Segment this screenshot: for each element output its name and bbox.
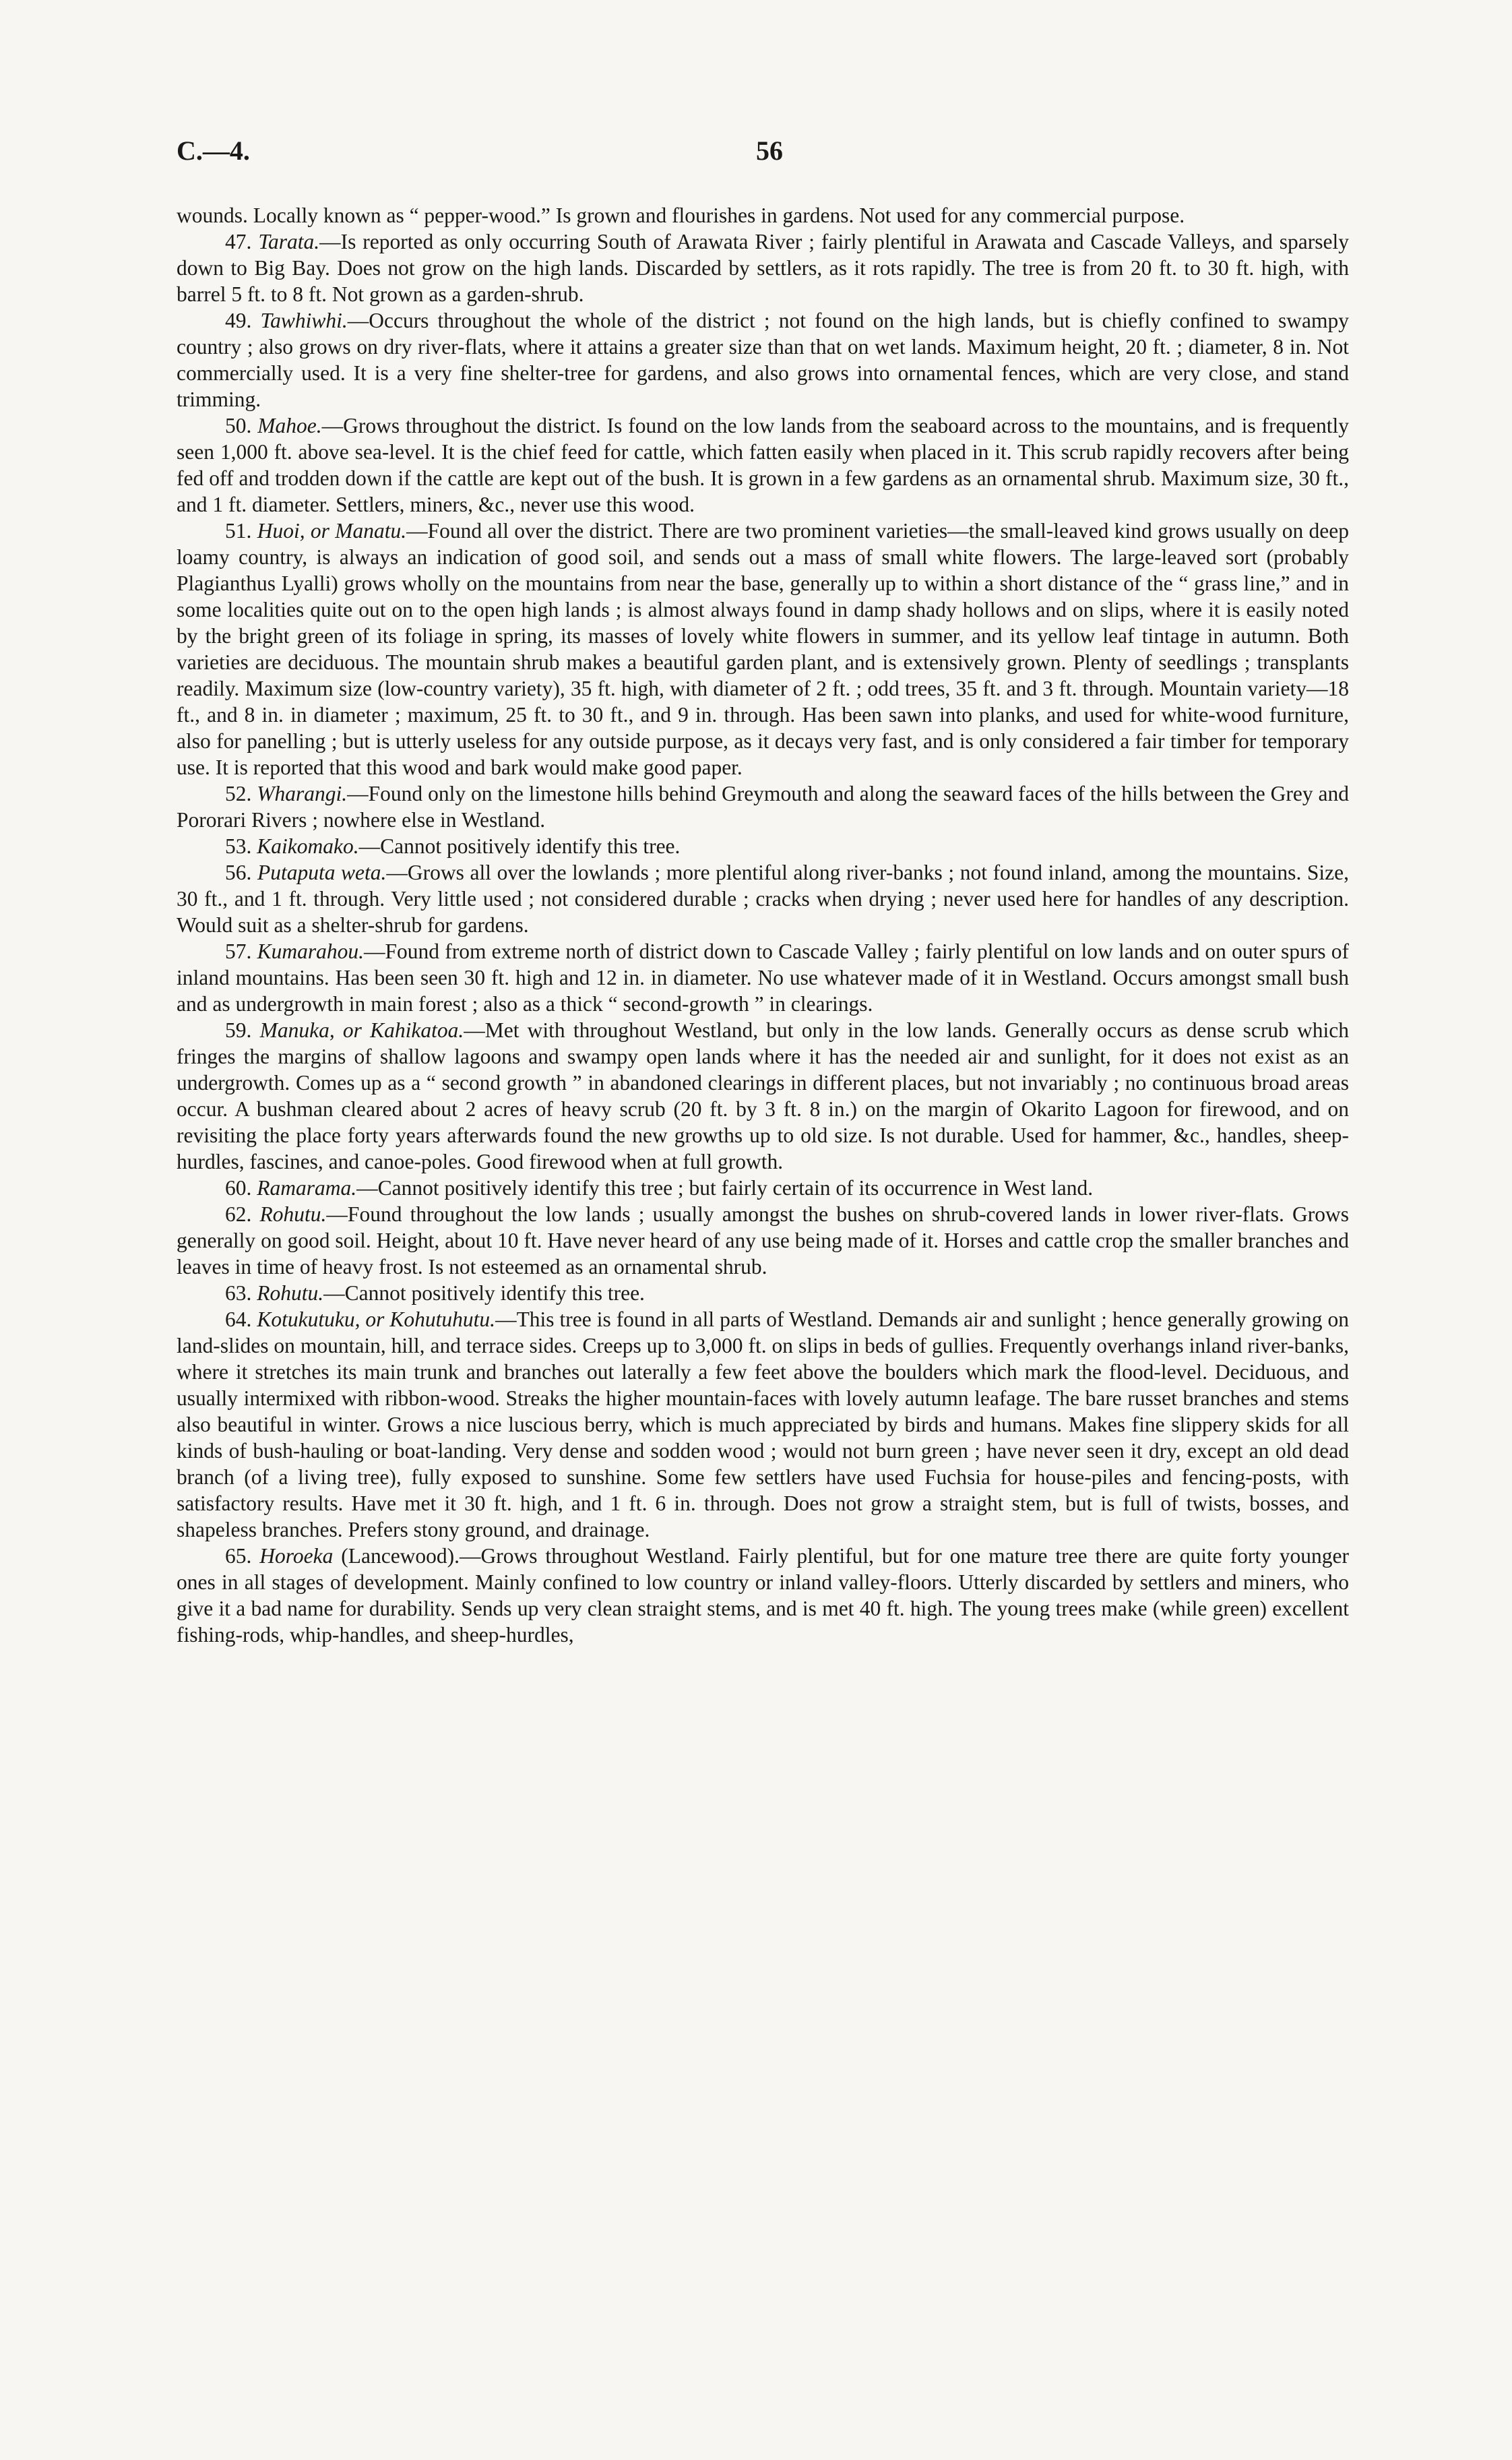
entry-50: [177, 412, 1349, 518]
entry-text: —Occurs throughout the whole of the district ; not found on the high lands, but is chiefly confined to swampy country ; also grows on dry river-flats, where it attains a greater size than that on wet lands. Maximum height, 20 ft. ; diameter, 8 in. Not commercially used. It is a very fine shelter-tree for gardens, and also grows into ornamental fences, which are very close, and stand trimming.: [177, 309, 1349, 411]
tree-name: Rohutu.: [259, 1202, 327, 1226]
entry-62: [177, 1201, 1349, 1280]
entry-text: —Is reported as only occurring South of Arawata River ; fairly plentiful in Arawata and Cascade Valleys, and sparsely down to Big Bay. Does not grow on the high lands. Discarded by settlers, as it rots rapidly. The tree is from 20 ft. to 30 ft. high, with barrel 5 ft. to 8 ft. Not grown as a garden-shrub.: [177, 230, 1349, 306]
entry-49: [177, 307, 1349, 412]
entry-text: —Cannot positively identify this tree.: [323, 1281, 645, 1305]
entry-number: 57.: [225, 940, 252, 963]
entry-text: —This tree is found in all parts of Westland. Demands air and sunlight ; hence generally growing on land-slides on mountain, hill, and terrace sides. Creeps up to 3,000 ft. on slips in beds of gullies. Frequently overhangs inland river-banks, where it stretches its main trunk and branches out laterally a few feet above the boulders which mark the flood-level. Deciduous, and usually intermixed with ribbon-wood. Streaks the higher mountain-faces with lovely autumn leafage. The bare russet branches and stems also beautiful in winter. Grows a nice luscious berry, which is much appreciated by birds and humans. Makes fine slippery skids for all kinds of bush-hauling or boat-landing. Very dense and sodden wood ; would not burn green ; have never seen it dry, except an old dead branch (of a living tree), fully exposed to sunshine. Some few settlers have used Fuchsia for house-piles and fencing-posts, with satisfactory results. Have met it 30 ft. high, and 1 ft. 6 in. through. Does not grow a straight stem, but is full of twists, bosses, and shapeless branches. Prefers stony ground, and drainage.: [177, 1308, 1350, 1541]
entry-64: [177, 1306, 1349, 1543]
entry-text: —Met with throughout Westland, but only in the low lands. Generally occurs as dense scrub which fringes the margins of shallow lagoons and swampy open lands where it has the needed air and sunlight, for it does not exist as an undergrowth. Comes up as a “ second growth ” in abandoned clearings in different places, but not invariably ; no continuous broad areas occur. A bushman cleared about 2 acres of heavy scrub (20 ft. by 3 ft. 8 in.) on the margin of Okarito Lagoon for firewood, and on revisiting the place forty years afterwards found the new growths up to old size. Is not durable. Used for hammer, &c., handles, sheep-hurdles, fascines, and canoe-poles. Good firewood when at full growth.: [177, 1018, 1349, 1173]
entry-number: 52.: [225, 782, 252, 805]
entry-52: [177, 780, 1349, 833]
tree-name: Kumarahou.: [257, 940, 364, 963]
entry-number: 50.: [225, 414, 252, 437]
entry-63: [177, 1280, 1349, 1306]
entry-text: —Found all over the district. There are two prominent varieties—the small-leaved kind grows usually on deep loamy country, is always an indication of good soil, and sends out a mass of small white flowers. The large-leaved sort (probably Plagianthus Lyalli) grows wholly on the mountains from near the base, generally up to within a short distance of the “ grass line,” and in some localities quite out on to the open high lands ; is almost always found in damp shady hollows and on slips, where it is easily noted by the bright green of its foliage in spring, its masses of lovely white flowers in summer, and its yellow leaf tintage in autumn. Both varieties are deciduous. The mountain shrub makes a beautiful garden plant, and is extensively grown. Plenty of seedlings ; transplants readily. Maximum size (low-country variety), 35 ft. high, with diameter of 2 ft. ; odd trees, 35 ft. and 3 ft. through. Mountain variety—18 ft., and 8 in. in diameter ; maximum, 25 ft. to 30 ft., and 9 in. through. Has been sawn into planks, and used for white-wood furniture, also for panelling ; but is utterly useless for any outside purpose, as it decays very fast, and is only considered a fair timber for temporary use. It is reported that this wood and bark would make good paper.: [177, 519, 1350, 779]
paragraph: [177, 202, 1349, 228]
tree-name: Rohutu.: [257, 1281, 324, 1305]
entry-text: —Grows all over the lowlands ; more plentiful along river-banks ; not found inland, among the mountains. Size, 30 ft., and 1 ft. through. Very little used ; not considered durable ; cracks when drying ; never used here for handles of any description. Would suit as a shelter-shrub for gardens.: [177, 861, 1350, 937]
page-number: 56: [756, 135, 783, 166]
entry-text: —Found from extreme north of district down to Cascade Valley ; fairly plentiful on low lands and on outer spurs of inland mountains. Has been seen 30 ft. high and 12 in. in diameter. No use whatever made of it in Westland. Occurs amongst small bush and as undergrowth in main forest ; also as a thick “ second-growth ” in clearings.: [177, 940, 1349, 1016]
entry-number: 64.: [225, 1308, 252, 1331]
tree-name: Wharangi.: [257, 782, 348, 805]
entry-65: [177, 1543, 1349, 1648]
entry-60: [177, 1175, 1349, 1201]
paragraph-text: wounds. Locally known as “ pepper-wood.” Is grown and flourishes in gardens. Not used for any commercial purpose.: [177, 204, 1185, 227]
tree-name: Huoi, or Manatu.: [257, 519, 407, 543]
tree-name: Mahoe.: [257, 414, 322, 437]
entry-56: [177, 859, 1349, 938]
body-text: [177, 202, 1349, 1648]
document-reference: C.—4.: [177, 135, 250, 166]
tree-name: Kaikomako.: [257, 834, 359, 858]
entry-57: [177, 938, 1349, 1017]
entry-text: —Found only on the limestone hills behind Greymouth and along the seaward faces of the hills between the Grey and Pororari Rivers ; nowhere else in Westland.: [177, 782, 1349, 832]
entry-number: 49.: [225, 309, 252, 332]
entry-number: 53.: [225, 834, 252, 858]
entry-number: 63.: [225, 1281, 252, 1305]
entry-number: 56.: [225, 861, 252, 884]
tree-name: Putaputa weta.: [257, 861, 387, 884]
entry-number: 65.: [225, 1544, 252, 1568]
entry-number: 59.: [225, 1018, 252, 1042]
entry-51: [177, 518, 1349, 780]
entry-number: 51.: [225, 519, 252, 543]
tree-name: Horoeka: [259, 1544, 334, 1568]
entry-text: (Lancewood).—Grows throughout Westland. Fairly plentiful, but for one mature tree there are quite forty younger ones in all stages of development. Mainly confined to low country or inland valley-floors. Utterly discarded by settlers and miners, who give it a bad name for durability. Sends up very clean straight stems, and is met 40 ft. high. The young trees make (while green) excellent fishing-rods, whip-handles, and sheep-hurdles,: [177, 1544, 1349, 1647]
entry-59: [177, 1017, 1349, 1175]
tree-name: Manuka, or Kahikatoa.: [259, 1018, 464, 1042]
entry-number: 60.: [225, 1176, 252, 1200]
page-header: [177, 135, 1356, 175]
tree-name: Kotukutuku, or Kohutuhutu.: [257, 1308, 496, 1331]
entry-number: 62.: [225, 1202, 252, 1226]
tree-name: Tawhiwhi.: [260, 309, 348, 332]
entry-text: —Cannot positively identify this tree ; but fairly certain of its occurrence in West land.: [356, 1176, 1094, 1200]
entry-53: [177, 833, 1349, 859]
tree-name: Ramarama.: [257, 1176, 357, 1200]
entry-number: 47.: [225, 230, 252, 253]
entry-47: [177, 228, 1349, 307]
entry-text: —Found throughout the low lands ; usually amongst the bushes on shrub-covered lands in lower river-flats. Grows generally on good soil. Height, about 10 ft. Have never heard of any use being made of it. Horses and cattle crop the smaller branches and leaves in time of heavy frost. Is not esteemed as an ornamental shrub.: [177, 1202, 1350, 1279]
entry-text: —Cannot positively identify this tree.: [358, 834, 681, 858]
tree-name: Tarata.: [258, 230, 320, 253]
entry-text: —Grows throughout the district. Is found on the low lands from the seaboard across to the mountains, and is frequently seen 1,000 ft. above sea-level. It is the chief feed for cattle, which fatten easily when placed in it. This scrub rapidly recovers after being fed off and trodden down if the cattle are kept out of the bush. It is grown in a few gardens as an ornamental shrub. Maximum size, 30 ft., and 1 ft. diameter. Settlers, miners, &c., never use this wood.: [177, 414, 1350, 516]
